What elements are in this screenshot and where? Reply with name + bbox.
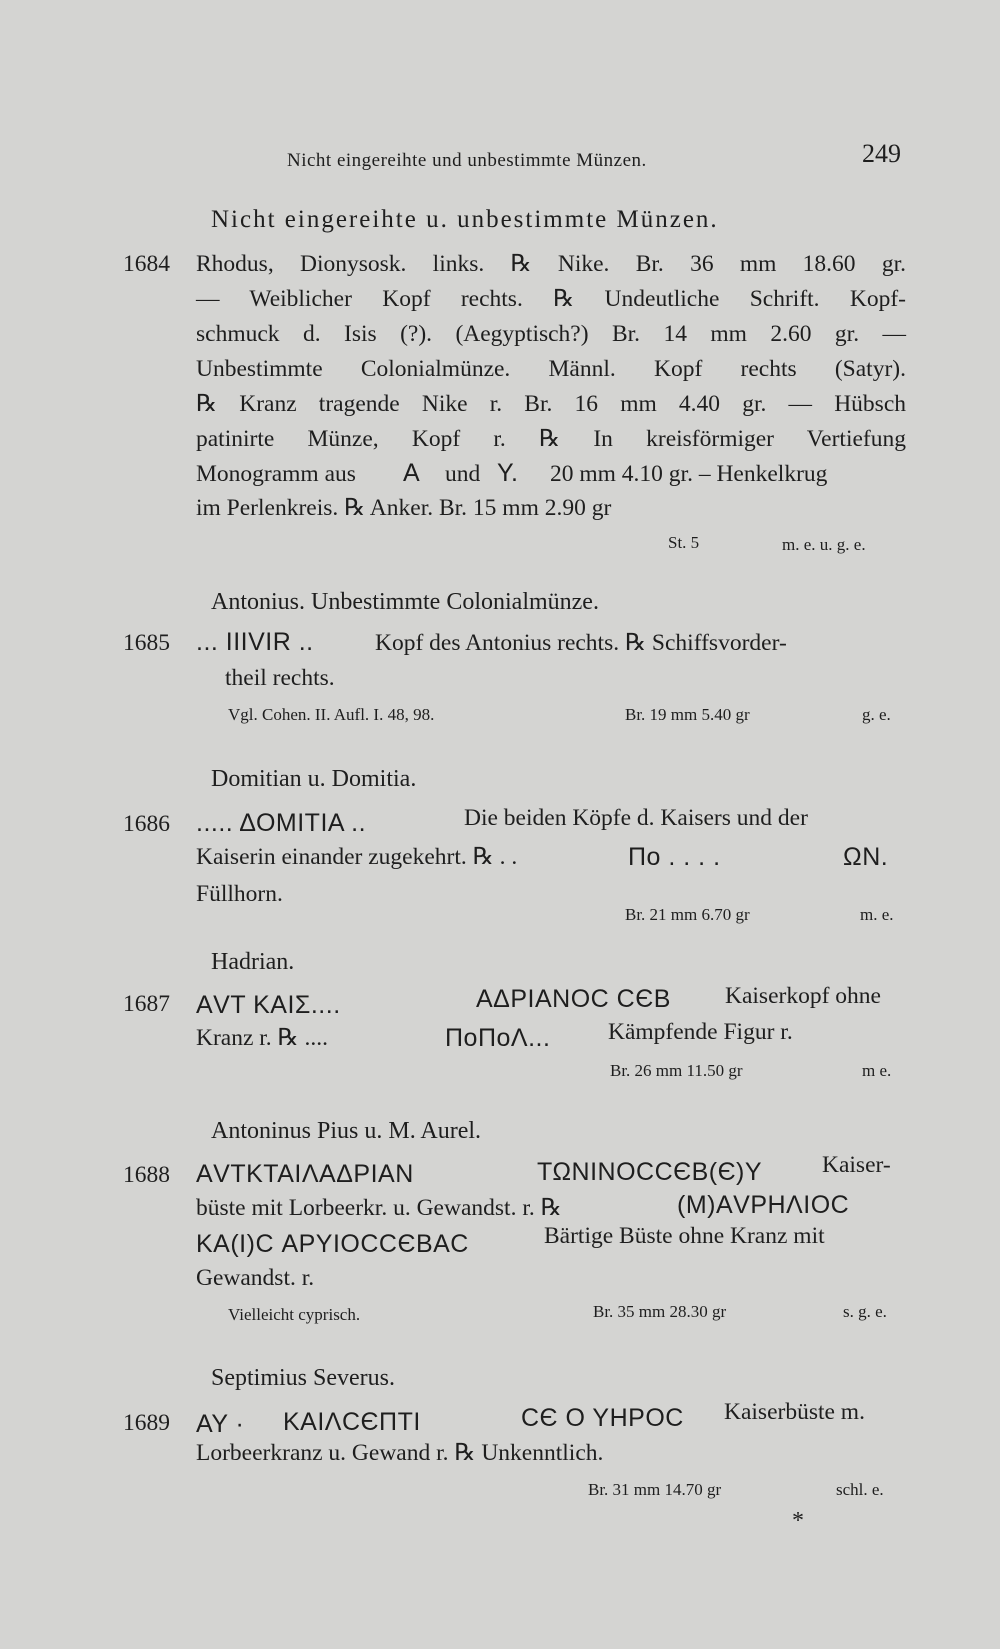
ruler-heading: Antoninus Pius u. M. Aurel. <box>211 1118 482 1144</box>
entry-text-line: Kaiserin einander zugekehrt. ℞ . . <box>196 844 518 870</box>
asterisk-mark: * <box>792 1508 804 1534</box>
coin-legend: ΩΝ. <box>843 843 889 871</box>
grade: schl. e. <box>836 1480 884 1499</box>
coin-legend: ΑΔΡΙΑΝΟC CЄB <box>476 985 671 1013</box>
reference: Vielleicht cyprisch. <box>228 1305 361 1324</box>
coin-legend: ΑVΤΚΤΑΙΛΑΔΡΙΑΝ <box>196 1160 414 1188</box>
running-head: Nicht eingereihte und unbestimmte Münzen. <box>287 150 647 171</box>
grade: m. e. <box>860 905 894 924</box>
entry-number: 1687 <box>123 991 170 1017</box>
coin-legend: Πο . . . . <box>628 843 721 871</box>
entry-number: 1689 <box>123 1410 170 1436</box>
entry-text-line: Füllhorn. <box>196 881 283 907</box>
entry-text-line: schmuck d. Isis (?). (Aegyptisch?) Br. 14 mm 2.60 gr. — <box>196 321 906 347</box>
entry-text-line: büste mit Lorbeerkr. u. Gewandst. r. ℞ <box>196 1195 562 1221</box>
grade: s. g. e. <box>843 1302 887 1321</box>
coin-legend: ΑVΤ ΚΑΙΣ.... <box>196 991 341 1019</box>
entry-text-line: Bärtige Büste ohne Kranz mit <box>544 1223 825 1249</box>
entry-text-line: Kaiser- <box>822 1152 891 1178</box>
coin-legend: (Μ)ΑVΡΗΛΙΟC <box>677 1191 850 1219</box>
coin-legend: ΚΑΙΛCЄΠΤΙ <box>283 1408 421 1436</box>
piece-count: St. 5 <box>668 533 700 552</box>
coin-legend: ΤΩΝΙΝΟCCЄΒ(Є)Υ <box>537 1158 763 1186</box>
entry-text-line: und <box>445 461 481 487</box>
entry-text-line: Die beiden Köpfe d. Kaisers und der <box>464 805 808 831</box>
entry-text-line: theil rechts. <box>225 665 335 691</box>
reference: Vgl. Cohen. II. Aufl. I. 48, 98. <box>228 705 435 724</box>
entry-text-line: Unbestimmte Colonialmünze. Männl. Kopf rechts (Satyr). <box>196 356 906 382</box>
coin-legend: ΚΑ(Ι)C ΑΡΥΙΟCCЄΒΑC <box>196 1230 469 1258</box>
entry-text-line: patinirte Münze, Kopf r. ℞ In kreisförmiger Vertiefung <box>196 426 906 452</box>
coin-legend: ΠοΠοΛ... <box>445 1024 551 1052</box>
entry-text-line: im Perlenkreis. ℞ Anker. Br. 15 mm 2.90 gr <box>196 495 612 521</box>
entry-text-line: Rhodus, Dionysosk. links. ℞ Nike. Br. 36 mm 18.60 gr. <box>196 251 906 277</box>
entry-number: 1686 <box>123 811 170 837</box>
size-weight: Br. 26 mm 11.50 gr <box>610 1061 743 1080</box>
ruler-heading: Domitian u. Domitia. <box>211 766 417 792</box>
ruler-heading: Hadrian. <box>211 949 295 975</box>
size-weight: Br. 21 mm 6.70 gr <box>625 905 750 924</box>
size-weight: Br. 31 mm 14.70 gr <box>588 1480 722 1499</box>
entry-text-line: Kranz r. ℞ .... <box>196 1025 329 1051</box>
entry-text-line: 20 mm 4.10 gr. – Henkelkrug <box>550 461 828 487</box>
monogram-letter: Y. <box>497 459 519 487</box>
grade: m e. <box>862 1061 892 1080</box>
coin-legend: ... IIIVIR .. <box>196 628 314 656</box>
entry-text-line: Kopf des Antonius rechts. ℞ Schiffsvorder- <box>375 630 787 656</box>
entry-text-line: Monogramm aus <box>196 461 356 487</box>
entry-text-line: Gewandst. r. <box>196 1265 315 1291</box>
entry-text-line: Kaiserbüste m. <box>724 1399 865 1425</box>
entry-text-line: Lorbeerkranz u. Gewand r. ℞ Unkenntlich. <box>196 1440 604 1466</box>
entry-text-line: Kämpfende Figur r. <box>608 1019 793 1045</box>
grade: g. e. <box>862 705 891 724</box>
size-weight: Br. 19 mm 5.40 gr <box>625 705 750 724</box>
entry-number: 1685 <box>123 630 170 656</box>
size-weight: Br. 35 mm 28.30 gr <box>593 1302 727 1321</box>
section-title: Nicht eingereihte u. unbestimmte Münzen. <box>211 206 719 233</box>
ruler-heading: Septimius Severus. <box>211 1365 395 1391</box>
entry-number: 1684 <box>123 251 170 277</box>
entry-text-line: Kaiserkopf ohne <box>725 983 881 1009</box>
grade: m. e. u. g. e. <box>782 535 866 554</box>
coin-legend: ..... ΔΟΜΙΤΙΑ .. <box>196 809 367 837</box>
coin-legend: CЄ Ο ΥΗΡΟC <box>521 1404 684 1432</box>
monogram-letter: A <box>403 459 421 487</box>
coin-legend: ΑΥ · <box>196 1410 245 1438</box>
entry-text-line: ℞ Kranz tragende Nike r. Br. 16 mm 4.40 gr. — Hübsch <box>196 391 906 417</box>
entry-number: 1688 <box>123 1162 170 1188</box>
page-number: 249 <box>862 139 901 168</box>
entry-text-line: — Weiblicher Kopf rechts. ℞ Undeutliche Schrift. Kopf- <box>196 286 906 312</box>
ruler-heading: Antonius. Unbestimmte Colonialmünze. <box>211 589 599 615</box>
